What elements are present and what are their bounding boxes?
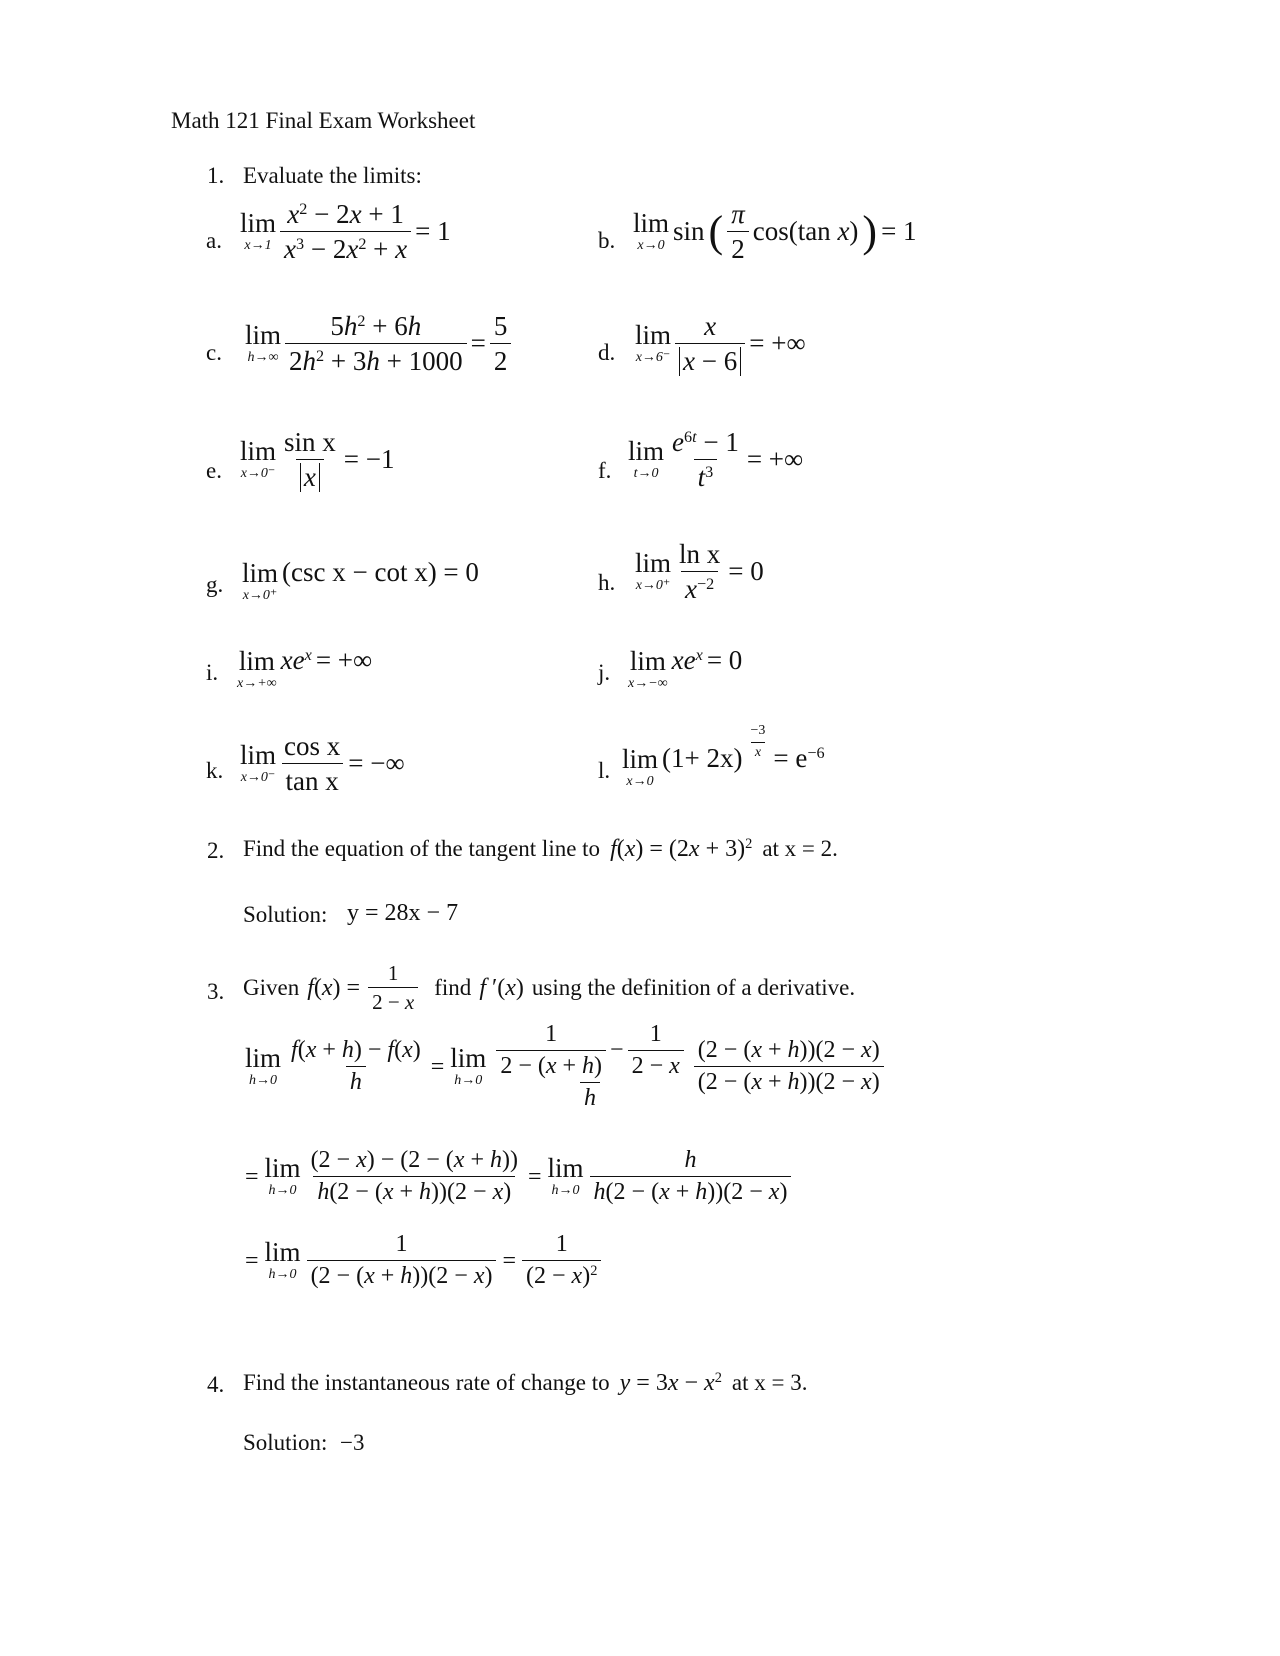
- q1-number: 1.: [207, 163, 225, 188]
- q4-solution-label: Solution:: [243, 1430, 328, 1455]
- result-f: = +∞: [746, 444, 804, 475]
- limit-j: lim x→−∞ $xe^x$ = 0: [628, 645, 743, 691]
- result-a: = 1: [415, 216, 451, 247]
- lim-operator: lim x→0: [633, 208, 670, 254]
- part-c-label: c.: [206, 340, 222, 365]
- limit-e: [240, 428, 395, 492]
- lim-operator: lim h→0: [245, 1043, 282, 1089]
- result-e: = −1: [343, 444, 395, 475]
- limit-f: [628, 428, 803, 492]
- part-j-label: j.: [598, 660, 611, 685]
- q2-solution: y = 28x − 7: [347, 900, 459, 926]
- result-d: = +∞: [749, 328, 806, 359]
- part-d-label: d.: [598, 340, 616, 365]
- q1-text: Evaluate the limits:: [243, 163, 422, 188]
- result-i: = +∞: [315, 645, 373, 675]
- lim-operator: lim x→0⁻: [240, 436, 277, 482]
- fraction-a: $\frac{x^2 - 2x + 1}{x^3 - 2x^2 + x}$: [280, 200, 411, 264]
- lim-operator: lim x→−∞: [628, 646, 668, 691]
- part-a-label: a.: [206, 228, 222, 253]
- fraction-d: $\frac{x}{x - 6}$: [675, 312, 745, 376]
- lim-operator: lim t→0: [628, 436, 665, 482]
- lim-operator: lim h→0: [450, 1043, 487, 1089]
- result-k: = −∞: [348, 748, 405, 779]
- fraction-k: $\frac{\text{cos x}}{\text{tan x}}$: [280, 732, 344, 796]
- q2-solution-label: Solution:: [243, 902, 328, 927]
- lim-operator: lim x→0: [622, 744, 659, 789]
- page-title: Math 121 Final Exam Worksheet: [171, 108, 476, 133]
- q4-number: 4.: [207, 1372, 225, 1397]
- fraction-c: $\frac{5h^2 + 6h}{2h^2 + 3h + 1000}$: [285, 312, 467, 376]
- q4-solution: −3: [340, 1430, 365, 1455]
- part-f-label: f.: [598, 458, 612, 483]
- fraction-e: $\frac{\text{sin x}}{x}$: [284, 427, 336, 493]
- q2-number: 2.: [207, 838, 225, 863]
- lim-operator: lim x→+∞: [237, 646, 277, 691]
- result-h: = 0: [728, 556, 764, 587]
- limit-i: lim x→+∞ $xe^x$ = +∞: [237, 645, 373, 691]
- part-e-label: e.: [206, 458, 222, 483]
- limit-b: lim x→0 sin ( π 2 cos(tan x) ) = 1: [633, 199, 917, 265]
- lim-operator: lim h→0: [547, 1153, 584, 1199]
- part-b-label: b.: [598, 228, 616, 253]
- lim-operator: lim x→0⁻: [240, 740, 277, 786]
- result-c: $\frac{5}{2}$: [490, 312, 512, 376]
- limit-d: [635, 312, 806, 376]
- lim-operator: lim x→1: [240, 208, 277, 254]
- q3-number: 3.: [207, 979, 225, 1004]
- derivation-line-2: = lim h→0 $\frac{(2 - x) - (2 - (x + h))}{h(2 - (x + h))(2 - x)}$ = lim h→0 h h(2 − (x + h))(2 − x): [245, 1148, 791, 1205]
- fraction-h: $\frac{\text{ln x}}{x^{-2}}$: [679, 539, 721, 605]
- limit-c: lim h→∞ $\frac{5h^2 + 6h}{2h^2 + 3h + 1000}$ = $\frac{5}{2}$: [245, 312, 511, 376]
- q3-statement: Given f(x) = $\frac{1}{2 - x}$ find f ′(x) using the definition of a derivative.: [243, 961, 856, 1015]
- derivation-line-3: = lim h→0 $\frac{1}{(2 - (x + h))(2 - x)}$ = $\frac{1}{(2 - x)^2}$: [245, 1232, 601, 1289]
- lim-operator: lim h→0: [264, 1153, 301, 1199]
- fraction-f: $\frac{e^{6t} - 1}{t^3}$: [672, 427, 739, 493]
- result-j: = 0: [706, 645, 743, 675]
- limit-l: lim x→0 (1+ 2x) $\frac{-3}{x}$ = $e^{-6}$: [622, 723, 825, 789]
- limit-g: [242, 557, 479, 603]
- limit-k: [240, 732, 405, 796]
- lim-operator: lim h→∞: [245, 320, 282, 366]
- lim-operator: lim h→0: [264, 1237, 301, 1283]
- part-i-label: i.: [206, 660, 219, 685]
- part-k-label: k.: [206, 758, 224, 783]
- expression-g: (csc x − cot x) = 0: [282, 557, 479, 587]
- lim-operator: lim x→0⁺: [242, 558, 279, 603]
- lim-operator: lim x→6⁻: [635, 320, 672, 366]
- lim-operator: lim x→0⁺: [635, 548, 672, 594]
- part-l-label: l.: [598, 758, 611, 783]
- part-g-label: g.: [206, 572, 224, 597]
- q4-statement: Find the instantaneous rate of change to $y = 3x - x^2$ at x = 3.: [243, 1370, 808, 1396]
- limit-h: [635, 540, 764, 604]
- limit-a: [240, 200, 451, 264]
- derivation-line-1: lim h→0 $\frac{f(x + h) - f(x)}{h}$ = lim h→0 1 2 − (x + h) − $\frac{1}{2 - x}$ h (2 − (x + h))(2 − x) (2 − (x + h))(2 − x): [245, 1022, 884, 1112]
- result-b: = 1: [881, 216, 917, 247]
- part-h-label: h.: [598, 570, 616, 595]
- q2-statement: Find the equation of the tangent line to $f(x) = (2x + 3)^2$ at x = 2.: [243, 836, 838, 862]
